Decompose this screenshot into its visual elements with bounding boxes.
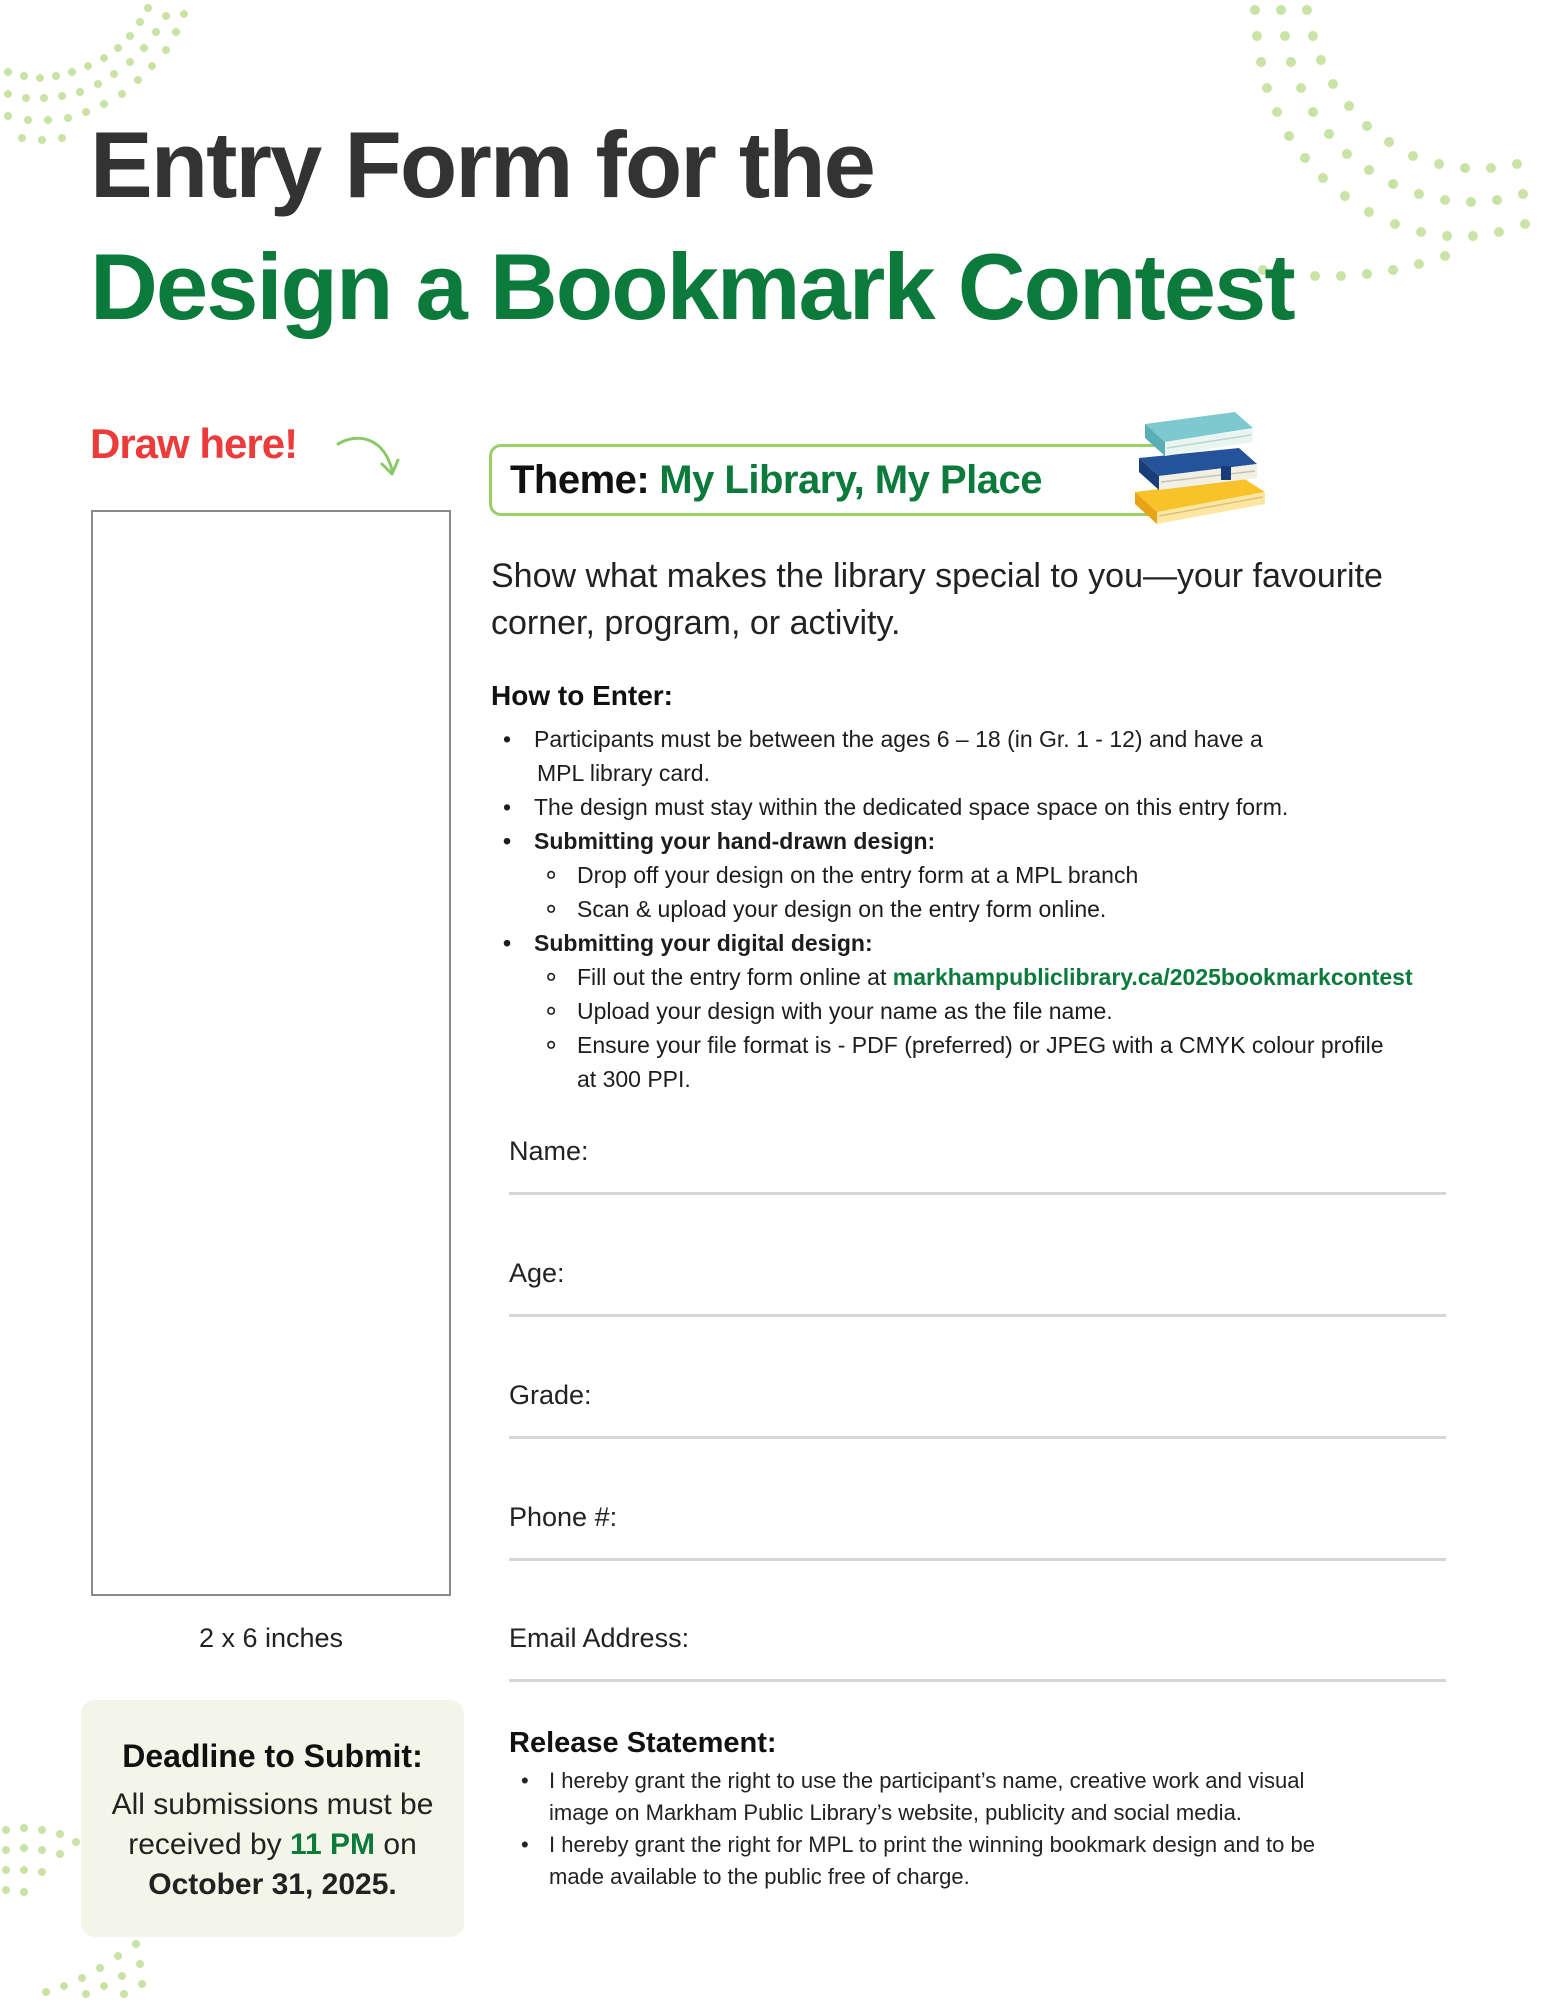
theme-label: Theme: [510, 457, 650, 502]
list-item [491, 994, 1491, 1028]
list-item [491, 824, 1491, 858]
release-statement-heading: Release Statement: [509, 1727, 777, 1759]
book-stack-icon [1125, 400, 1275, 530]
theme-description: Show what makes the library special to you—your favourite corner, program, or activity. [491, 557, 1383, 642]
name-field[interactable] [509, 1136, 1446, 1195]
deadline-line-1: All submissions must be [111, 1788, 434, 1821]
deadline-prefix: received by [128, 1828, 290, 1861]
draw-here-label: Draw here! [90, 420, 298, 467]
curved-arrow-icon [334, 430, 404, 490]
email-field[interactable] [509, 1623, 1446, 1682]
deadline-date: October 31, 2025. [148, 1868, 397, 1901]
phone-field[interactable] [509, 1502, 1446, 1561]
list-item-text: Scan & upload your design on the entry form online. [577, 896, 1107, 922]
list-item [491, 892, 1491, 926]
digital-heading: Submitting your digital design: [534, 930, 873, 956]
release-statement-list [509, 1765, 1339, 1893]
bookmark-drawing-area[interactable] [91, 510, 451, 1596]
deadline-heading: Deadline to Submit: [122, 1738, 423, 1774]
list-item-text: Upload your design with your name as the file name. [577, 998, 1113, 1024]
list-item-text: Fill out the entry form online at [577, 964, 893, 990]
list-item [509, 1765, 1339, 1829]
list-item-text: at 300 PPI. [577, 1066, 691, 1092]
list-item-text: Ensure your file format is - PDF (preferred) or JPEG with a CMYK colour profile [577, 1032, 1384, 1058]
hand-drawn-heading: Submitting your hand-drawn design: [534, 828, 936, 854]
title-line-1: Entry Form for the [90, 112, 874, 217]
deadline-box [81, 1700, 464, 1937]
deadline-time: 11 PM [289, 1828, 376, 1861]
list-item-text: I hereby grant the right to use the participant’s name, creative work and visual image on Markham Public Library’s website, publicity and social media. [549, 1768, 1305, 1825]
phone-field-label: Phone #: [509, 1502, 618, 1532]
age-field-label: Age: [509, 1258, 565, 1288]
how-to-enter-heading: How to Enter: [491, 680, 673, 711]
list-item [491, 722, 1491, 790]
theme-banner [489, 444, 1169, 516]
grade-field-label: Grade: [509, 1380, 592, 1410]
list-item [491, 1028, 1491, 1096]
size-caption: 2 x 6 inches [198, 1623, 344, 1653]
title-line-2: Design a Bookmark Contest [90, 234, 1294, 339]
list-item-text: Drop off your design on the entry form at a MPL branch [577, 862, 1139, 888]
theme-value: My Library, My Place [659, 457, 1043, 502]
list-item [491, 960, 1491, 994]
list-item [509, 1829, 1339, 1893]
list-item-text: MPL library card. [537, 760, 710, 786]
name-field-label: Name: [509, 1136, 589, 1166]
deadline-suffix: on [375, 1828, 417, 1861]
deadline-line-2 [81, 1825, 464, 1865]
how-to-enter-list [491, 722, 1491, 1096]
list-item-text: I hereby grant the right for MPL to print the winning bookmark design and to be made available to the public free of charge. [549, 1832, 1315, 1889]
contest-website-link[interactable]: markhampubliclibrary.ca/2025bookmarkcontest [892, 964, 1413, 990]
list-item-text: Participants must be between the ages 6 – 18 (in Gr. 1 - 12) and have a [534, 726, 1263, 752]
list-item [491, 858, 1491, 892]
age-field[interactable] [509, 1258, 1446, 1317]
email-field-label: Email Address: [509, 1623, 690, 1653]
list-item-text: The design must stay within the dedicated space space on this entry form. [534, 794, 1289, 820]
list-item [491, 926, 1491, 960]
grade-field[interactable] [509, 1380, 1446, 1439]
list-item [491, 790, 1491, 824]
